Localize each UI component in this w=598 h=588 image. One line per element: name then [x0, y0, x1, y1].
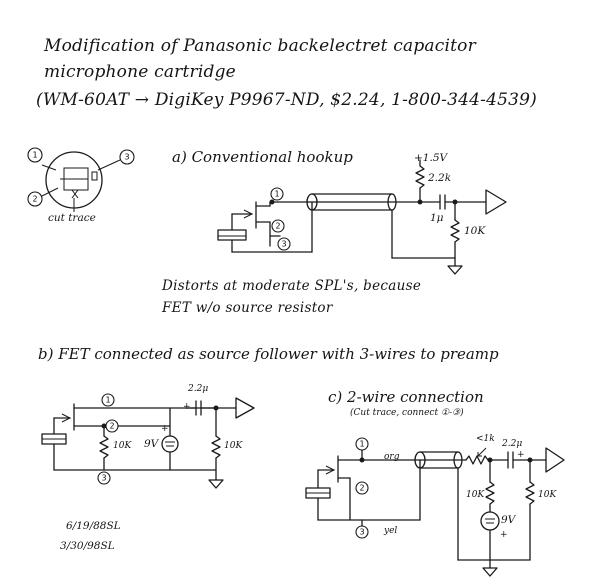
c-cap-polarity: + [517, 450, 525, 460]
c-pin-1-label: 1 [359, 439, 365, 449]
section-a-heading: a) Conventional hookup [172, 148, 353, 166]
c-wire-yel-label: yel [384, 526, 398, 536]
a-supply-label: +1.5V [414, 152, 448, 164]
a-note-line-1: Distorts at moderate SPL's, because [162, 278, 422, 294]
b-pin-2-label: 2 [109, 421, 115, 431]
a-electret-capsule [218, 230, 246, 240]
c-pin-3-label: 3 [359, 527, 365, 537]
date-2: 3/30/98SL [60, 540, 115, 552]
b-cap-polarity: + [183, 402, 191, 412]
b-source-resistor-label: 10K [113, 441, 132, 451]
section-c-heading: c) 2-wire connection [328, 388, 484, 406]
a-load-resistor [451, 220, 459, 242]
a-pin-2-label: 2 [275, 221, 281, 231]
c-pin-2-label: 2 [359, 483, 365, 493]
a-bias-resistor [416, 166, 424, 188]
cartridge-bottom-view [28, 148, 134, 212]
cartridge-pin-2-label: 2 [32, 194, 38, 204]
c-preamp-triangle [546, 448, 564, 472]
b-cap-label: 2.2μ [188, 384, 209, 394]
a-bias-resistor-label: 2.2k [428, 172, 452, 184]
a-load-resistor-label: 10K [464, 225, 486, 237]
b-battery-symbol [162, 436, 178, 452]
cartridge-leader-1 [42, 165, 56, 170]
cartridge-pin-3-label: 3 [124, 152, 130, 162]
section-b-heading: b) FET connected as source follower with 3-wires to preamp [38, 345, 499, 363]
cartridge-pin-1-label: 1 [32, 150, 38, 160]
a-note-line-2: FET w/o source resistor [162, 300, 333, 316]
cartridge-pin-pad [92, 172, 97, 180]
c-source-resistor [486, 482, 494, 504]
cartridge-leader-3 [98, 160, 120, 170]
a-pin-3-label: 3 [281, 239, 287, 249]
c-series-resistor [466, 456, 488, 464]
b-load-resistor-label: 10K [224, 441, 243, 451]
c-wire-org-label: org [384, 452, 400, 462]
circuit-a [218, 160, 506, 274]
b-load-resistor [212, 436, 220, 458]
a-cap-label: 1μ [430, 212, 444, 224]
b-pin-1-label: 1 [105, 395, 111, 405]
b-battery-label: 9V [144, 438, 159, 450]
c-battery-symbol [481, 512, 499, 530]
c-source-resistor-label: 10K [466, 490, 485, 500]
title-line-1: Modification of Panasonic backelectret capacitor [44, 36, 476, 56]
b-battery-polarity: + [161, 424, 169, 434]
a-ground-symbol [448, 266, 462, 274]
a-pin-1-label: 1 [274, 189, 280, 199]
c-series-resistor-label: <1k [476, 434, 495, 444]
c-ground-symbol [483, 568, 497, 576]
section-c-subheading: (Cut trace, connect ①-③) [350, 408, 464, 418]
b-pin-3-label: 3 [101, 473, 107, 483]
title-line-3: (WM-60AT → DigiKey P9967-ND, $2.24, 1-800-344-4539) [36, 90, 537, 110]
a-preamp-triangle [486, 190, 506, 214]
c-battery-label: 9V [501, 514, 516, 526]
c-series-leader [478, 448, 486, 456]
circuit-c [306, 438, 564, 576]
c-load-resistor-label: 10K [538, 490, 557, 500]
c-cap-label: 2.2μ [502, 439, 523, 449]
b-preamp-triangle [236, 398, 254, 418]
b-ground-symbol [209, 480, 223, 488]
c-load-resistor [526, 482, 534, 504]
c-battery-polarity: + [500, 530, 508, 540]
cartridge-cut-trace-label: cut trace [48, 212, 96, 224]
date-1: 6/19/88SL [66, 520, 121, 532]
title-line-2: microphone cartridge [44, 62, 236, 82]
b-source-resistor [100, 436, 108, 458]
